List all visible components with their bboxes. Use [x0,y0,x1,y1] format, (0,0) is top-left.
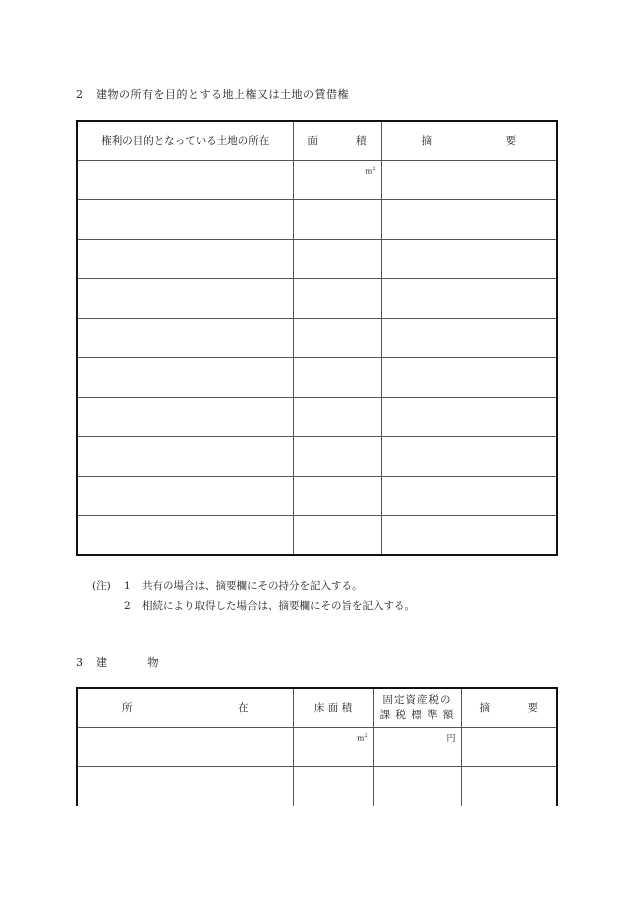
table-row [77,767,557,807]
header-remarks [381,121,557,160]
area-cell[interactable] [293,397,381,437]
note-text: 共有の場合は、摘要欄にその持分を記入する。 [142,580,363,592]
header-remarks-char-2: 要 [527,702,538,715]
remarks-cell[interactable] [381,318,557,358]
header-building-location [77,688,293,727]
floor-area-cell[interactable] [293,727,373,767]
header-area [293,121,381,160]
land-location-cell[interactable] [77,358,293,398]
table-row [77,318,557,358]
header-location-char-1: 所 [122,702,133,715]
note-number: 1 [124,580,131,592]
land-location-cell[interactable] [77,200,293,240]
table-row [77,516,557,556]
remarks-cell[interactable] [381,437,557,477]
land-location-cell[interactable] [77,160,293,200]
tax-base-cell[interactable] [373,767,461,807]
building-table [76,687,558,806]
area-cell[interactable] [293,318,381,358]
leasehold-table-header [77,121,557,160]
area-cell[interactable] [293,437,381,477]
square-meter-unit: $m^2$ [357,732,368,742]
building-remarks-cell[interactable] [461,767,557,807]
section2-number: 2 [76,88,84,101]
section2-heading [76,86,349,102]
table-row [77,727,557,767]
header-tax-base [373,688,461,727]
table-row [77,239,557,279]
table-row [77,200,557,240]
section3-title-char-1: 建 [96,656,108,669]
header-remarks-char-2: 要 [505,135,516,148]
header-area-char-2: 積 [356,135,367,148]
table-row [77,397,557,437]
remarks-cell[interactable] [381,279,557,319]
table-row [77,437,557,477]
table-row [77,279,557,319]
land-location-cell[interactable] [77,279,293,319]
table-row [77,358,557,398]
land-location-cell[interactable] [77,239,293,279]
area-cell[interactable] [293,279,381,319]
floor-area-cell[interactable] [293,767,373,807]
section2-title: 建物の所有を目的とする地上権又は土地の賃借権 [96,88,349,101]
header-location-char-2: 在 [238,702,249,715]
header-tax-base-line-2: 課 税 標 準 額 [379,708,455,721]
leasehold-table [76,120,558,556]
note-item [92,596,415,616]
area-cell[interactable] [293,476,381,516]
remarks-cell[interactable] [381,476,557,516]
area-cell[interactable] [293,200,381,240]
square-meter-unit: $m^2$ [365,165,376,175]
land-location-cell[interactable] [77,318,293,358]
building-table-header [77,688,557,727]
section3-heading [76,654,159,670]
building-location-cell[interactable] [77,727,293,767]
notes [92,576,415,616]
header-building-remarks [461,688,557,727]
note-number: 2 [124,600,131,612]
header-area-char-1: 面 [307,135,318,148]
header-land-location: 権利の目的となっている土地の所在 [77,121,293,160]
note-item [92,576,415,596]
area-cell[interactable] [293,516,381,556]
building-remarks-cell[interactable] [461,727,557,767]
yen-unit: 円 [446,733,456,744]
section3-number: 3 [76,656,84,669]
area-cell[interactable] [293,239,381,279]
remarks-cell[interactable] [381,239,557,279]
remarks-cell[interactable] [381,160,557,200]
header-remarks-char-1: 摘 [479,702,490,715]
section3-title-char-2: 物 [147,656,159,669]
building-location-cell[interactable] [77,767,293,807]
remarks-cell[interactable] [381,200,557,240]
table-row [77,160,557,200]
land-location-cell[interactable] [77,397,293,437]
remarks-cell[interactable] [381,358,557,398]
table-row [77,476,557,516]
tax-base-cell[interactable] [373,727,461,767]
area-cell[interactable] [293,358,381,398]
land-location-cell[interactable] [77,437,293,477]
land-location-cell[interactable] [77,516,293,556]
header-remarks-char-1: 摘 [421,135,432,148]
notes-label: (注) [92,580,111,592]
header-floor-area: 床 面 積 [293,688,373,727]
note-text: 相続により取得した場合は、摘要欄にその旨を記入する。 [142,600,415,612]
remarks-cell[interactable] [381,516,557,556]
header-tax-base-line-1: 固定資産税の [382,693,452,706]
area-cell[interactable] [293,160,381,200]
land-location-cell[interactable] [77,476,293,516]
remarks-cell[interactable] [381,397,557,437]
